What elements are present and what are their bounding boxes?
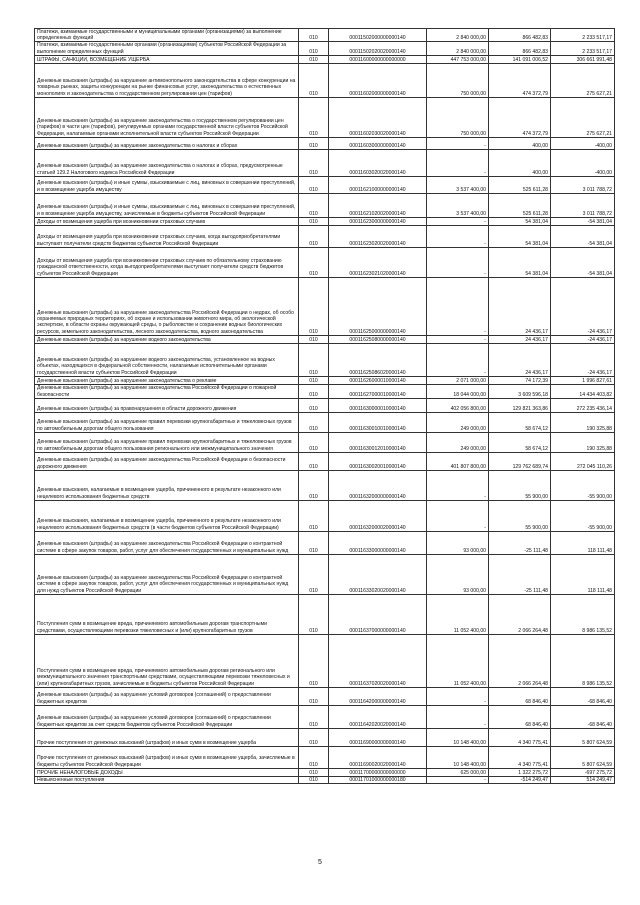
cell-plan: - bbox=[427, 687, 489, 705]
cell-plan: 2 840 000,00 bbox=[427, 42, 489, 55]
cell-rest: 272 235 436,14 bbox=[551, 398, 615, 412]
cell-plan: 401 807 800,00 bbox=[427, 452, 489, 470]
cell-name: Денежные взыскания (штрафы) за нарушение законодательства Российской Федерации о безопасности дорожного движения bbox=[35, 452, 299, 470]
table-row bbox=[35, 384, 615, 398]
cell-plan: 10 148 400,00 bbox=[427, 728, 489, 746]
cell-kbk: 00011642020020000140 bbox=[329, 705, 427, 728]
cell-code: 010 bbox=[299, 193, 329, 217]
cell-kbk: 00011602000000000140 bbox=[329, 63, 427, 97]
cell-code: 010 bbox=[299, 594, 329, 634]
cell-kbk: 00011603020020000140 bbox=[329, 149, 427, 176]
cell-fact: 474 372,79 bbox=[489, 63, 551, 97]
table-row bbox=[35, 137, 615, 149]
cell-kbk: 00011603000000000140 bbox=[329, 137, 427, 149]
cell-code: 010 bbox=[299, 500, 329, 531]
cell-name: Денежные взыскания, налагаемые в возмещение ущерба, причиненного в результате незаконного или нецелевого использования бюджетных средств (в части бюджетов субъектов Российской Федерации) bbox=[35, 500, 299, 531]
cell-rest: -55 900,00 bbox=[551, 470, 615, 500]
cell-fact: 525 611,28 bbox=[489, 193, 551, 217]
cell-plan: - bbox=[427, 247, 489, 277]
cell-plan: 11 052 400,00 bbox=[427, 594, 489, 634]
cell-fact: 24 436,17 bbox=[489, 343, 551, 376]
cell-kbk: 00011623020020000140 bbox=[329, 225, 427, 247]
cell-code: 010 bbox=[299, 531, 329, 554]
cell-rest: 3 011 788,72 bbox=[551, 176, 615, 193]
table-row bbox=[35, 746, 615, 768]
table-row bbox=[35, 42, 615, 55]
cell-code: 010 bbox=[299, 343, 329, 376]
cell-name: Поступления сумм в возмещение вреда, причиняемого автомобильным дорогам транспортными средствами, осуществляющими перевозки тяжеловесных и (или) крупногабаритных грузов bbox=[35, 594, 299, 634]
cell-plan: 2 071 000,00 bbox=[427, 376, 489, 384]
cell-code: 010 bbox=[299, 384, 329, 398]
cell-plan: 249 000,00 bbox=[427, 432, 489, 452]
cell-name: Денежные взыскания (штрафы) и иные суммы, взыскиваемые с лиц, виновных в совершении преступлений, и в возмещение ущерба имуществу bbox=[35, 176, 299, 193]
table-body bbox=[35, 29, 615, 784]
cell-code: 010 bbox=[299, 42, 329, 55]
cell-kbk: 00011625086020000140 bbox=[329, 343, 427, 376]
cell-fact: 2 066 264,48 bbox=[489, 634, 551, 687]
table-row bbox=[35, 432, 615, 452]
cell-kbk: 00011633020020000140 bbox=[329, 554, 427, 594]
cell-name: Прочие поступления от денежных взысканий (штрафов) и иных сумм в возмещение ущерба, зачисляемые в бюджеты субъектов Российской Федерации bbox=[35, 746, 299, 768]
cell-rest: 275 627,21 bbox=[551, 97, 615, 137]
cell-name: Доходы от возмещения ущерба при возникновении страховых случаев по обязательному страхованию гражданской ответственности, когда выгодоприобретателями выступают получатели средств бюджетов субъектов Российской Федерации bbox=[35, 247, 299, 277]
cell-name: Денежные взыскания (штрафы) за правонарушения в области дорожного движения bbox=[35, 398, 299, 412]
cell-name: Денежные взыскания (штрафы) за нарушение водного законодательства bbox=[35, 335, 299, 343]
cell-code: 010 bbox=[299, 247, 329, 277]
table-row bbox=[35, 500, 615, 531]
cell-rest: 8 986 135,52 bbox=[551, 634, 615, 687]
cell-kbk: 00011623000000000140 bbox=[329, 217, 427, 225]
cell-kbk: 00011637020020000140 bbox=[329, 634, 427, 687]
cell-rest: 118 111,48 bbox=[551, 554, 615, 594]
cell-fact: -25 111,48 bbox=[489, 531, 551, 554]
table-row bbox=[35, 277, 615, 335]
cell-plan: - bbox=[427, 776, 489, 783]
cell-plan: - bbox=[427, 500, 489, 531]
cell-plan: - bbox=[427, 217, 489, 225]
cell-plan: 447 753 000,00 bbox=[427, 55, 489, 63]
cell-kbk: 00011502020020000140 bbox=[329, 42, 427, 55]
cell-code: 010 bbox=[299, 776, 329, 783]
cell-code: 010 bbox=[299, 554, 329, 594]
cell-name: Платежи, взимаемые государственными и муниципальными органами (организациями) за выполнение определенных функций bbox=[35, 29, 299, 42]
cell-kbk: 00011701000000000180 bbox=[329, 776, 427, 783]
cell-fact: 54 381,04 bbox=[489, 217, 551, 225]
cell-kbk: 00011632000000000140 bbox=[329, 470, 427, 500]
cell-fact: 55 900,00 bbox=[489, 470, 551, 500]
cell-fact: 2 066 264,48 bbox=[489, 594, 551, 634]
cell-fact: -514 249,47 bbox=[489, 776, 551, 783]
table-row bbox=[35, 149, 615, 176]
table-row bbox=[35, 193, 615, 217]
table-row bbox=[35, 728, 615, 746]
cell-fact: 54 381,04 bbox=[489, 225, 551, 247]
cell-plan: 93 000,00 bbox=[427, 531, 489, 554]
cell-fact: 400,00 bbox=[489, 137, 551, 149]
cell-name: Денежные взыскания (штрафы) за нарушение законодательства Российской Федерации о пожарной безопасности bbox=[35, 384, 299, 398]
cell-rest: 514 249,47 bbox=[551, 776, 615, 783]
cell-fact: 866 482,83 bbox=[489, 42, 551, 55]
cell-code: 010 bbox=[299, 225, 329, 247]
cell-fact: 866 482,83 bbox=[489, 29, 551, 42]
table-row bbox=[35, 217, 615, 225]
cell-name: Денежные взыскания (штрафы) за нарушение законодательства о рекламе bbox=[35, 376, 299, 384]
cell-plan: - bbox=[427, 343, 489, 376]
cell-name: Денежные взыскания (штрафы) за нарушение условий договоров (соглашений) о предоставлении бюджетных кредитов bbox=[35, 687, 299, 705]
cell-plan: 18 044 000,00 bbox=[427, 384, 489, 398]
cell-kbk: 00011690000000000140 bbox=[329, 728, 427, 746]
cell-code: 010 bbox=[299, 432, 329, 452]
cell-code: 010 bbox=[299, 29, 329, 42]
table-row bbox=[35, 335, 615, 343]
cell-code: 010 bbox=[299, 55, 329, 63]
cell-name: Денежные взыскания (штрафы) за нарушение законодательства о налогах и сборах bbox=[35, 137, 299, 149]
cell-code: 010 bbox=[299, 705, 329, 728]
cell-plan: 3 537 400,00 bbox=[427, 176, 489, 193]
cell-rest: 275 627,21 bbox=[551, 63, 615, 97]
cell-kbk: 00011630000010000140 bbox=[329, 398, 427, 412]
cell-plan: 750 000,00 bbox=[427, 97, 489, 137]
cell-kbk: 00011621020020000140 bbox=[329, 193, 427, 217]
table-row bbox=[35, 705, 615, 728]
cell-code: 010 bbox=[299, 728, 329, 746]
cell-kbk: 00011502000000000140 bbox=[329, 29, 427, 42]
cell-fact: 54 381,04 bbox=[489, 247, 551, 277]
cell-plan: 625 000,00 bbox=[427, 768, 489, 776]
cell-name: ШТРАФЫ, САНКЦИИ, ВОЗМЕЩЕНИЕ УЩЕРБА bbox=[35, 55, 299, 63]
cell-name: Денежные взыскания (штрафы) за нарушение законодательства о государственном регулировании цен (тарифов) в части цен (тарифов), регулируемых органами государственной власти субъектов Российской Федерации, налагаемые органами исполнительной власти субъектов Российской Федерации bbox=[35, 97, 299, 137]
cell-rest: 8 986 135,52 bbox=[551, 594, 615, 634]
cell-fact: 474 372,79 bbox=[489, 97, 551, 137]
cell-fact: 400,00 bbox=[489, 149, 551, 176]
cell-rest: 2 233 517,17 bbox=[551, 29, 615, 42]
cell-fact: 4 340 775,41 bbox=[489, 728, 551, 746]
cell-rest: -54 381,04 bbox=[551, 217, 615, 225]
cell-rest: 190 325,88 bbox=[551, 412, 615, 432]
cell-code: 010 bbox=[299, 63, 329, 97]
cell-kbk: 00011642000000000140 bbox=[329, 687, 427, 705]
cell-fact: 68 846,40 bbox=[489, 687, 551, 705]
cell-rest: 1 996 827,61 bbox=[551, 376, 615, 384]
cell-fact: 129 821 363,86 bbox=[489, 398, 551, 412]
cell-fact: 55 900,00 bbox=[489, 500, 551, 531]
cell-plan: 750 000,00 bbox=[427, 63, 489, 97]
table-row bbox=[35, 343, 615, 376]
cell-rest: 5 807 624,59 bbox=[551, 728, 615, 746]
table-row bbox=[35, 55, 615, 63]
cell-plan: 93 000,00 bbox=[427, 554, 489, 594]
cell-rest: -400,00 bbox=[551, 149, 615, 176]
cell-kbk: 00011630020010000140 bbox=[329, 452, 427, 470]
table-row bbox=[35, 376, 615, 384]
table-row bbox=[35, 776, 615, 783]
cell-fact: 4 340 775,41 bbox=[489, 746, 551, 768]
table-row bbox=[35, 470, 615, 500]
cell-kbk: 00011625080000000140 bbox=[329, 335, 427, 343]
cell-code: 010 bbox=[299, 137, 329, 149]
cell-code: 010 bbox=[299, 217, 329, 225]
table-row bbox=[35, 97, 615, 137]
cell-fact: 24 436,17 bbox=[489, 335, 551, 343]
cell-name: Прочие поступления от денежных взысканий (штрафов) и иных сумм в возмещение ущерба bbox=[35, 728, 299, 746]
cell-rest: -68 846,40 bbox=[551, 687, 615, 705]
cell-kbk: 00011627000010000140 bbox=[329, 384, 427, 398]
cell-code: 010 bbox=[299, 687, 329, 705]
cell-name: Доходы от возмещения ущерба при возникновении страховых случаев bbox=[35, 217, 299, 225]
cell-rest: -54 381,04 bbox=[551, 225, 615, 247]
table-row bbox=[35, 531, 615, 554]
cell-code: 010 bbox=[299, 376, 329, 384]
cell-rest: 14 434 403,82 bbox=[551, 384, 615, 398]
cell-kbk: 00011633000000000140 bbox=[329, 531, 427, 554]
cell-fact: 58 674,12 bbox=[489, 412, 551, 432]
cell-plan: - bbox=[427, 149, 489, 176]
cell-code: 010 bbox=[299, 176, 329, 193]
cell-plan: 11 052 400,00 bbox=[427, 634, 489, 687]
cell-code: 010 bbox=[299, 470, 329, 500]
cell-kbk: 00011632000020000140 bbox=[329, 500, 427, 531]
cell-name: Денежные взыскания (штрафы) за нарушение условий договоров (соглашений) о предоставлении бюджетных кредитов за счет средств бюджетов субъектов Российской Федерации bbox=[35, 705, 299, 728]
revenue-table bbox=[34, 28, 615, 784]
cell-plan: - bbox=[427, 277, 489, 335]
cell-fact: 24 436,17 bbox=[489, 277, 551, 335]
cell-kbk: 00011621000000000140 bbox=[329, 176, 427, 193]
table-row bbox=[35, 452, 615, 470]
cell-name: Денежные взыскания (штрафы) за нарушение водного законодательства, установленное на водных объектах, находящихся в федеральной собственности, налагаемые исполнительными органами государственной власти субъектов Российской Федерации bbox=[35, 343, 299, 376]
table-row bbox=[35, 29, 615, 42]
cell-rest: 190 325,88 bbox=[551, 432, 615, 452]
cell-name: Денежные взыскания (штрафы) за нарушение антимонопольного законодательства в сфере конкуренции на товарных рынках, защиты конкуренции на рынке финансовых услуг, законодательства о естественных монополиях и законодательства о государственном регулировании цен (тарифов) bbox=[35, 63, 299, 97]
cell-plan: - bbox=[427, 137, 489, 149]
table-row bbox=[35, 398, 615, 412]
cell-plan: - bbox=[427, 335, 489, 343]
cell-code: 010 bbox=[299, 335, 329, 343]
cell-rest: 118 111,48 bbox=[551, 531, 615, 554]
cell-plan: - bbox=[427, 470, 489, 500]
cell-rest: -54 381,04 bbox=[551, 247, 615, 277]
cell-name: Денежные взыскания (штрафы) за нарушение законодательства Российской Федерации о контрактной системе в сфере закупок товаров, работ, услуг для обеспечения государственных и муниципальных нужд bbox=[35, 531, 299, 554]
cell-name: Денежные взыскания (штрафы) и иные суммы, взыскиваемые с лиц, виновных в совершении преступлений, и в возмещение ущерба имуществу, зачисляемые в бюджеты субъектов Российской Федерации bbox=[35, 193, 299, 217]
cell-plan: - bbox=[427, 225, 489, 247]
cell-fact: 525 611,28 bbox=[489, 176, 551, 193]
cell-name: Платежи, взимаемые государственными органами (организациями) субъектов Российской Федерации за выполнение определенных функций bbox=[35, 42, 299, 55]
cell-fact: 68 846,40 bbox=[489, 705, 551, 728]
cell-fact: -25 111,48 bbox=[489, 554, 551, 594]
cell-rest: -24 436,17 bbox=[551, 343, 615, 376]
cell-plan: 3 537 400,00 bbox=[427, 193, 489, 217]
cell-fact: 141 091 006,52 bbox=[489, 55, 551, 63]
cell-kbk: 00011700000000000000 bbox=[329, 768, 427, 776]
cell-name: Денежные взыскания (штрафы) за нарушение законодательства Российской Федерации о контрактной системе в сфере закупок товаров, работ, услуг для обеспечения государственных и муниципальных нужд для нужд субъектов Российской Федерации bbox=[35, 554, 299, 594]
cell-rest: -68 846,40 bbox=[551, 705, 615, 728]
cell-rest: 3 011 788,72 bbox=[551, 193, 615, 217]
cell-rest: 306 661 991,48 bbox=[551, 55, 615, 63]
cell-fact: 58 674,12 bbox=[489, 432, 551, 452]
table-row bbox=[35, 687, 615, 705]
cell-name: Невыясненные поступления bbox=[35, 776, 299, 783]
table-row bbox=[35, 634, 615, 687]
table-row bbox=[35, 247, 615, 277]
cell-name: ПРОЧИЕ НЕНАЛОГОВЫЕ ДОХОДЫ bbox=[35, 768, 299, 776]
cell-rest: -400,00 bbox=[551, 137, 615, 149]
cell-rest: -24 436,17 bbox=[551, 335, 615, 343]
cell-code: 010 bbox=[299, 97, 329, 137]
cell-plan: - bbox=[427, 705, 489, 728]
cell-plan: 249 000,00 bbox=[427, 412, 489, 432]
cell-name: Поступления сумм в возмещение вреда, причиняемого автомобильным дорогам регионального или межмуниципального значения транспортными средствами, осуществляющими перевозки тяжеловесных и (или) крупногабаритных грузов, зачисляемые в бюджеты субъектов Российской Федерации bbox=[35, 634, 299, 687]
cell-kbk: 00011600000000000000 bbox=[329, 55, 427, 63]
cell-rest: -55 900,00 bbox=[551, 500, 615, 531]
cell-name: Денежные взыскания (штрафы) за нарушение законодательства Российской Федерации о недрах, об особо охраняемых природных территориях, об охране и использовании животного мира, об экологической экспертизе, в области охраны окружающей среды, о рыболовстве и сохранении водных биологических ресурсов, земельного законодательства, лесного законодательства, водного законодательства bbox=[35, 277, 299, 335]
table-row bbox=[35, 554, 615, 594]
cell-fact: 74 172,39 bbox=[489, 376, 551, 384]
cell-code: 010 bbox=[299, 398, 329, 412]
cell-code: 010 bbox=[299, 768, 329, 776]
cell-plan: 402 056 800,00 bbox=[427, 398, 489, 412]
cell-rest: -24 436,17 bbox=[551, 277, 615, 335]
cell-plan: 10 148 400,00 bbox=[427, 746, 489, 768]
cell-name: Денежные взыскания, налагаемые в возмещение ущерба, причиненного в результате незаконного или нецелевого использования бюджетных средств bbox=[35, 470, 299, 500]
cell-fact: 3 609 596,18 bbox=[489, 384, 551, 398]
cell-fact: 1 322 275,72 bbox=[489, 768, 551, 776]
cell-kbk: 00011625000000000140 bbox=[329, 277, 427, 335]
cell-code: 010 bbox=[299, 412, 329, 432]
table-row bbox=[35, 176, 615, 193]
cell-plan: 2 840 000,00 bbox=[427, 29, 489, 42]
cell-code: 010 bbox=[299, 746, 329, 768]
table-row bbox=[35, 594, 615, 634]
cell-name: Доходы от возмещения ущерба при возникновении страховых случаев, когда выгодоприобретателями выступают получатели средств бюджетов субъектов Российской Федерации bbox=[35, 225, 299, 247]
cell-code: 010 bbox=[299, 149, 329, 176]
cell-name: Денежные взыскания (штрафы) за нарушение законодательства о налогах и сборах, предусмотренные статьей 129.2 Налогового кодекса Российской Федерации bbox=[35, 149, 299, 176]
cell-kbk: 00011623021020000140 bbox=[329, 247, 427, 277]
cell-code: 010 bbox=[299, 277, 329, 335]
cell-rest: 2 233 517,17 bbox=[551, 42, 615, 55]
cell-rest: 272 045 110,26 bbox=[551, 452, 615, 470]
cell-name: Денежные взыскания (штрафы) за нарушение правил перевозки крупногабаритных и тяжеловесных грузов по автомобильным дорогам общего пользования bbox=[35, 412, 299, 432]
cell-rest: -697 275,72 bbox=[551, 768, 615, 776]
cell-name: Денежные взыскания (штрафы) за нарушение правил перевозки крупногабаритных и тяжеловесных грузов по автомобильным дорогам общего пользования регионального или межмуниципального значения bbox=[35, 432, 299, 452]
table-row bbox=[35, 412, 615, 432]
table-row bbox=[35, 768, 615, 776]
table-row bbox=[35, 63, 615, 97]
cell-kbk: 00011626000010000140 bbox=[329, 376, 427, 384]
cell-kbk: 00011630012010000140 bbox=[329, 432, 427, 452]
cell-kbk: 00011690020020000140 bbox=[329, 746, 427, 768]
cell-kbk: 00011630010010000140 bbox=[329, 412, 427, 432]
cell-rest: 5 807 624,59 bbox=[551, 746, 615, 768]
page-number: 5 bbox=[318, 859, 322, 866]
cell-kbk: 00011637000000000140 bbox=[329, 594, 427, 634]
cell-code: 010 bbox=[299, 452, 329, 470]
cell-kbk: 00011602030020000140 bbox=[329, 97, 427, 137]
cell-fact: 129 762 689,74 bbox=[489, 452, 551, 470]
cell-code: 010 bbox=[299, 634, 329, 687]
table-row bbox=[35, 225, 615, 247]
